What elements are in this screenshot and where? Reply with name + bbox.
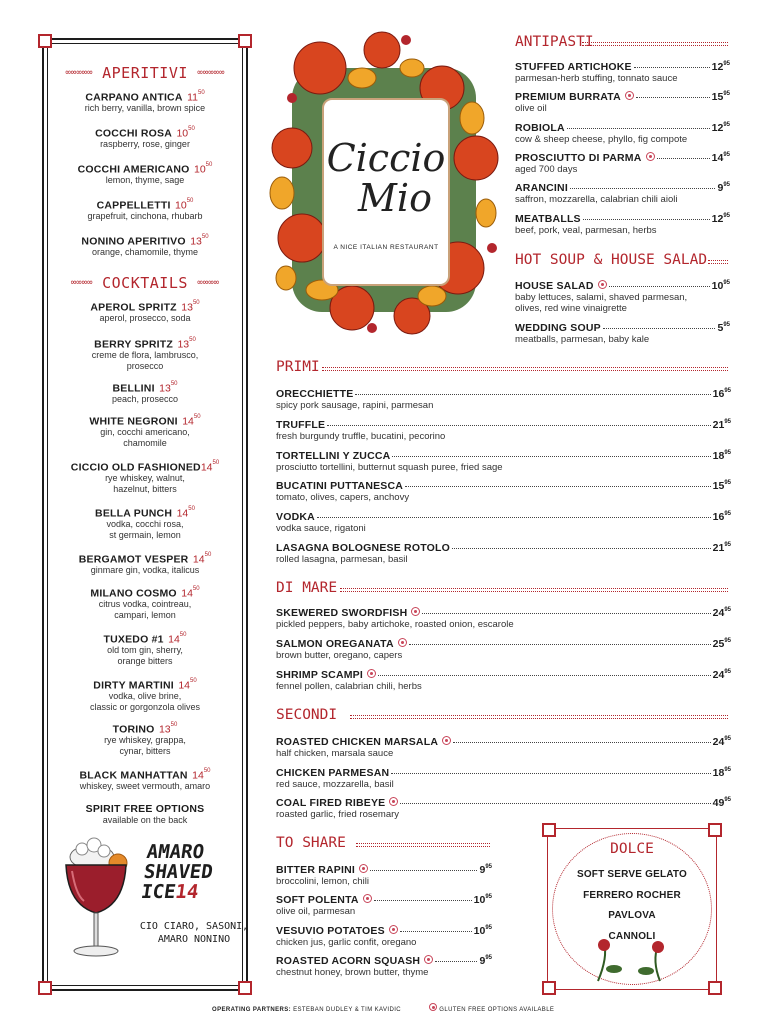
menu-item: ORECCHIETTE $16^{95}$ spicy pork sausage, rapini, parmesan [276, 388, 731, 411]
gluten-free-icon [367, 669, 376, 678]
gluten-free-icon [429, 1003, 437, 1011]
list-item: BERGAMOT VESPER $14^{50}$ ginmare gin, vodka, italicus [78, 552, 212, 576]
list-item: CAPPELLETTI $10^{50}$ grapefruit, cinchona, rhubarb [87, 198, 203, 222]
logo [262, 28, 506, 338]
soup-salad-heading: HOT SOUP & HOUSE SALAD [515, 252, 708, 268]
gluten-free-icon [646, 152, 655, 161]
list-item: COCCHI AMERICANO $10^{50}$ lemon, thyme, sage [77, 162, 213, 186]
menu-item: STUFFED ARTICHOKE $12^{95}$ parmesan-herb stuffing, tonnato sauce [515, 61, 730, 84]
restaurant-tagline: A NICE ITALIAN RESTAURANT [333, 244, 439, 251]
list-item: APEROL SPRITZ $13^{50}$ aperol, prosecco, soda [90, 300, 200, 324]
menu-item: PROSCIUTTO DI PARMA $14^{95}$ aged 700 days [515, 152, 730, 175]
gluten-free-icon [363, 894, 372, 903]
menu-item: CHICKEN PARMESAN $18^{95}$ red sauce, mozzarella, basil [276, 767, 731, 790]
menu-item: TRUFFLE $21^{95}$ fresh burgundy truffle, bucatini, pecorino [276, 419, 731, 442]
amaro-special-title: AMARO SHAVED ICE14 [139, 841, 215, 903]
spirit-free-note: SPIRIT FREE OPTIONS available on the back [85, 803, 205, 825]
menu-item: ROASTED CHICKEN MARSALA $24^{95}$ half chicken, marsala sauce [276, 736, 731, 759]
cocktails-heading: ∞∞∞∞ COCKTAILS ∞∞∞∞ [70, 274, 220, 292]
list-item: BLACK MANHATTAN $14^{50}$ whiskey, sweet vermouth, amaro [79, 768, 211, 792]
to-share-heading: TO SHARE [276, 835, 346, 851]
corner-ornament [542, 823, 556, 837]
list-item: TORINO $13^{50}$ rye whiskey, grappa, cynar, bitters [104, 722, 186, 757]
gluten-free-icon [625, 91, 634, 100]
list-item: CARPANO ANTICA $11^{50}$ rich berry, vanilla, brown spice [84, 90, 206, 114]
restaurant-name: Ciccio Mio [326, 136, 446, 220]
menu-item: WEDDING SOUP $5^{95}$ meatballs, parmesan, baby kale [515, 322, 730, 345]
list-item: CICCIO OLD $FASHIONED14^{50}$ rye whiskey, walnut, hazelnut, bitters [70, 460, 220, 495]
list-item: NONINO APERITIVO $13^{50}$ orange, chamomile, thyme [81, 234, 209, 258]
menu-item: ROASTED ACORN SQUASH $9^{95}$ chestnut honey, brown butter, thyme [276, 955, 492, 978]
aperitivi-heading: ∞∞∞∞∞ APERITIVI ∞∞∞∞∞ [65, 64, 225, 82]
list-item: WHITE NEGRONI $14^{50}$ gin, cocchi americano, chamomile [89, 414, 201, 449]
corner-ornament [708, 981, 722, 995]
corner-ornament [708, 823, 722, 837]
gluten-free-icon [398, 638, 407, 647]
menu-item: SKEWERED SWORDFISH $24^{95}$ pickled peppers, baby artichoke, roasted onion, escarole [276, 607, 731, 630]
section-divider [350, 715, 728, 716]
corner-ornament [38, 34, 52, 48]
menu-item: VESUVIO POTATOES $10^{95}$ chicken jus, garlic confit, oregano [276, 925, 492, 948]
antipasti-heading: ANTIPASTI [515, 34, 594, 50]
gluten-free-icon [424, 955, 433, 964]
list-item: BELLINI $13^{50}$ peach, prosecco [111, 381, 179, 405]
cocktails-list [44, 298, 246, 800]
menu-item: TORTELLINI Y ZUCCA $18^{95}$ prosciutto tortellini, butternut squash puree, fried sage [276, 450, 731, 473]
section-divider [708, 260, 728, 261]
rose-icon [590, 937, 670, 983]
corner-ornament [542, 981, 556, 995]
list-item: DIRTY MARTINI $14^{50}$ vodka, olive brine, classic or gorgonzola olives [89, 678, 201, 713]
drinks-panel [42, 38, 248, 991]
list-item: TUXEDO #1 $14^{50}$ old tom gin, sherry, orange bitters [103, 632, 187, 667]
gluten-free-icon [389, 797, 398, 806]
scroll-ornament-icon: ∞∞∞∞ [197, 278, 220, 288]
logo-card [322, 98, 450, 286]
gluten-free-icon [359, 864, 368, 873]
list-item: COCCHI ROSA $10^{50}$ raspberry, rose, ginger [95, 126, 195, 150]
list-item: MILANO COSMO $14^{50}$ citrus vodka, cointreau, campari, lemon [90, 586, 200, 621]
secondi-heading: SECONDI [276, 707, 338, 723]
footer: OPERATING PARTNERS: ESTEBAN DUDLEY & TIM KAVIDIC GLUTEN FREE OPTIONS AVAILABLE [212, 1003, 554, 1013]
list-item: SOFT SERVE GELATO [576, 869, 688, 880]
di-mare-heading: DI MARE [276, 580, 338, 596]
list-item: BELLA PUNCH $14^{50}$ vodka, cocchi rosa, st germain, lemon [95, 506, 195, 541]
menu-item: SOFT POLENTA $10^{95}$ olive oil, parmesan [276, 894, 492, 917]
section-divider [322, 367, 728, 368]
scroll-ornament-icon: ∞∞∞∞ [70, 278, 93, 288]
menu-item: HOUSE SALAD $10^{95}$ baby lettuces, salami, shaved parmesan, olives, red wine vinaigrette [515, 280, 730, 314]
list-item: BERRY SPRITZ $13^{50}$ creme de flora, lambrusco, prosecco [91, 337, 199, 372]
gluten-free-icon [389, 925, 398, 934]
section-divider [340, 588, 728, 589]
scroll-ornament-icon: ∞∞∞∞∞ [197, 68, 225, 78]
menu-item: SHRIMP SCAMPI $24^{95}$ fennel pollen, calabrian chili, herbs [276, 669, 731, 692]
dolce-list [548, 865, 716, 947]
list-item: CANNOLI [608, 930, 656, 942]
menu-item: SALMON OREGANATA $25^{95}$ brown butter, oregano, capers [276, 638, 731, 661]
cocktail-glass-icon [62, 835, 136, 965]
aperitivi-list [44, 88, 246, 268]
menu-item: BUCATINI PUTTANESCA $15^{95}$ tomato, olives, capers, anchovy [276, 480, 731, 503]
list-item: FERRERO ROCHER [583, 889, 681, 901]
section-divider [356, 843, 490, 844]
section-divider [582, 42, 728, 43]
menu-item: PREMIUM BURRATA $15^{95}$ olive oil [515, 91, 730, 114]
corner-ornament [238, 34, 252, 48]
list-item: PAVLOVA [608, 910, 656, 921]
dolce-heading: DOLCE [610, 841, 654, 857]
menu-item: VODKA $16^{95}$ vodka sauce, rigatoni [276, 511, 731, 534]
menu-item: MEATBALLS $12^{95}$ beef, pork, veal, parmesan, herbs [515, 213, 730, 236]
menu-item: COAL FIRED RIBEYE $49^{95}$ roasted garlic, fried rosemary [276, 797, 731, 820]
corner-ornament [238, 981, 252, 995]
scroll-ornament-icon: ∞∞∞∞∞ [65, 68, 93, 78]
gluten-free-icon [598, 280, 607, 289]
corner-ornament [38, 981, 52, 995]
menu-item: ARANCINI $9^{95}$ saffron, mozzarella, calabrian chili aioli [515, 182, 730, 205]
primi-heading: PRIMI [276, 359, 320, 375]
menu-item: ROBIOLA $12^{95}$ cow & sheep cheese, phyllo, fig compote [515, 122, 730, 145]
menu-item: BITTER RAPINI $9^{95}$ broccolini, lemon, chili [276, 864, 492, 887]
dolce-box [547, 828, 717, 990]
gluten-free-icon [442, 736, 451, 745]
gluten-free-icon [411, 607, 420, 616]
menu-item: LASAGNA BOLOGNESE ROTOLO $21^{95}$ rolled lasagna, parmesan, basil [276, 542, 731, 565]
amaro-special-desc: CIO CIARO, SASONI, AMARO NONINO [139, 921, 249, 945]
